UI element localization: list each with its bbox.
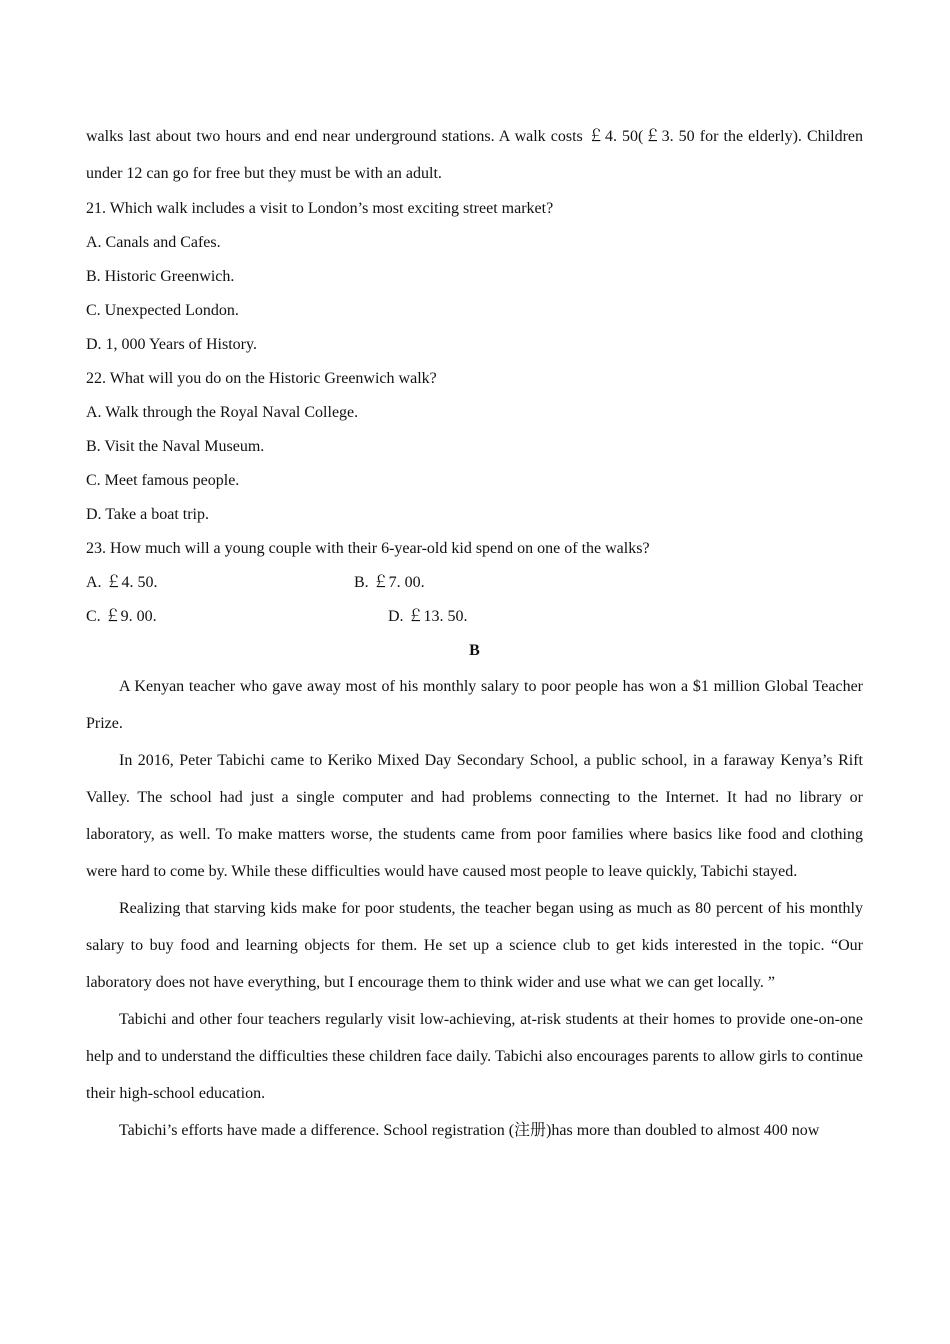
- question-23-option-d: D. ￡13. 50.: [388, 608, 468, 625]
- question-21-option-a: A. Canals and Cafes.: [86, 234, 221, 251]
- question-22-option-a: A. Walk through the Royal Naval College.: [86, 404, 359, 421]
- section-b-paragraph-2: In 2016, Peter Tabichi came to Keriko Mixed Day Secondary School, a public school, in a faraway Kenya’s Rift Valley. The school had just a single computer and had problems connecting to the Internet. It had no library or laboratory, as well. To make matters worse, the students came from poor families where basics like food and clothing were hard to come by. While these difficulties would have caused most people to leave quickly, Tabichi stayed.: [86, 752, 863, 880]
- question-21-option-c: C. Unexpected London.: [86, 302, 239, 319]
- question-21-option-b: B. Historic Greenwich.: [86, 268, 235, 285]
- question-22-option-c: C. Meet famous people.: [86, 472, 240, 489]
- section-b-paragraph-4: Tabichi and other four teachers regularly visit low-achieving, at-risk students at their homes to provide one-on-one help and to understand the difficulties these children face daily. Tabichi also encourages parents to allow girls to continue their high-school education.: [86, 1011, 863, 1102]
- question-22-option-d: D. Take a boat trip.: [86, 506, 209, 523]
- section-b-paragraph-3: Realizing that starving kids make for poor students, the teacher began using as much as 80 percent of his monthly salary to buy food and learning objects for them. He set up a science club to get kids interested in the topic. “Our laboratory does not have everything, but I encourage them to think wider and use what we can get locally. ”: [86, 900, 863, 991]
- question-23-options-row-2: [86, 600, 863, 634]
- question-23-options-row-1: [86, 566, 863, 600]
- question-21-option-d: D. 1, 000 Years of History.: [86, 336, 257, 353]
- question-21-stem: 21. Which walk includes a visit to London’s most exciting street market?: [86, 200, 554, 217]
- question-22-option-b: B. Visit the Naval Museum.: [86, 438, 265, 455]
- question-23-option-a: A. ￡4. 50.: [86, 574, 158, 591]
- question-23-option-c: C. ￡9. 00.: [86, 608, 157, 625]
- document-page: [86, 118, 863, 1149]
- question-23-option-b: B. ￡7. 00.: [354, 574, 425, 591]
- question-23-stem: 23. How much will a young couple with their 6-year-old kid spend on one of the walks?: [86, 540, 650, 557]
- section-b-title: B: [469, 642, 480, 659]
- section-b-paragraph-5: Tabichi’s efforts have made a difference. School registration (注册)has more than doubled to almost 400 now: [119, 1122, 820, 1139]
- question-22-stem: 22. What will you do on the Historic Greenwich walk?: [86, 370, 437, 387]
- passage-a-tail: walks last about two hours and end near underground stations. A walk costs ￡4. 50(￡3. 50 for the elderly). Children under 12 can go for free but they must be with an adult.: [86, 128, 864, 182]
- section-b-paragraph-1: A Kenyan teacher who gave away most of his monthly salary to poor people has won a $1 million Global Teacher Prize.: [86, 678, 863, 732]
